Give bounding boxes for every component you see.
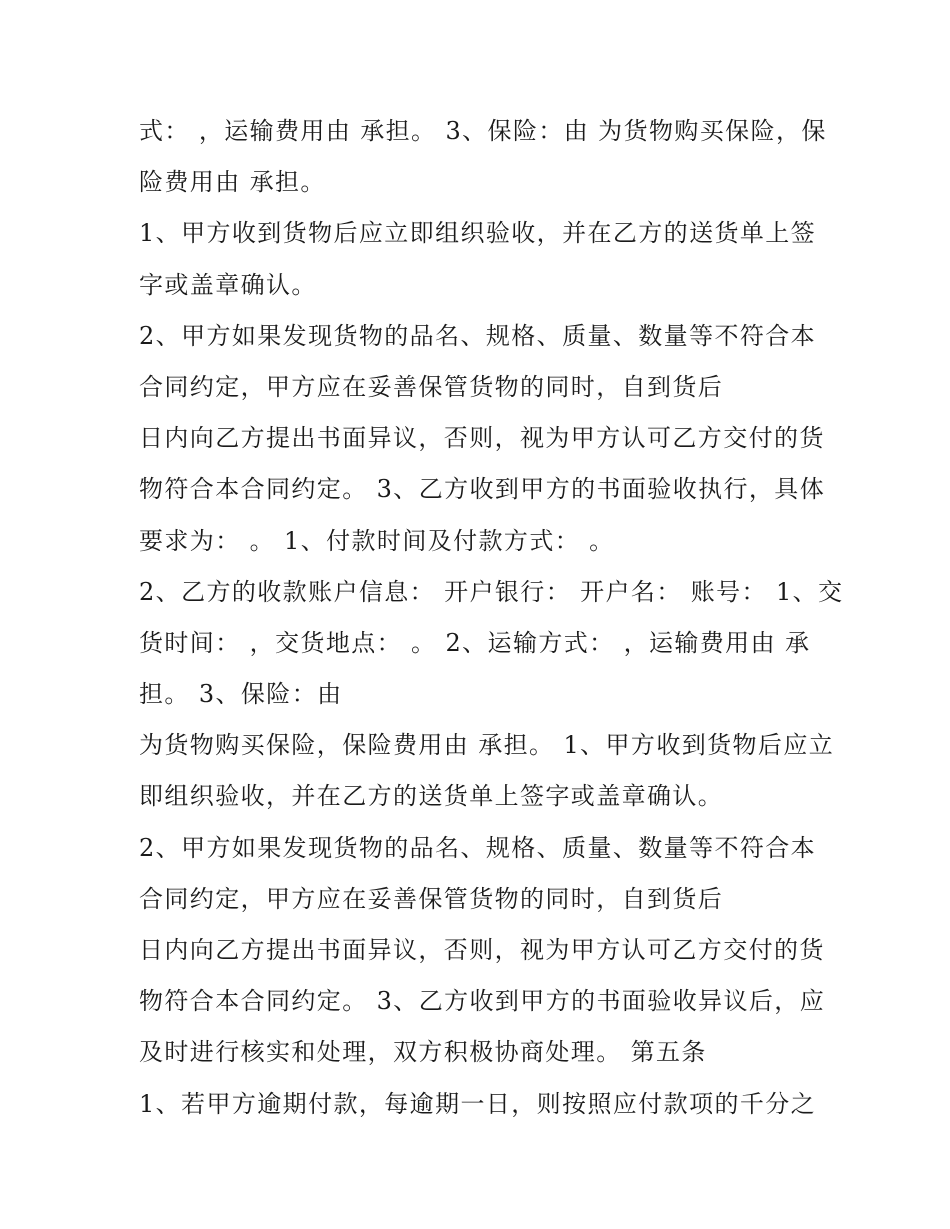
text-line-12: 担。 3、保险：由	[139, 680, 343, 709]
text-line-16: 合同约定，甲方应在妥善保管货物的同时，自到货后	[139, 884, 724, 913]
text-line-11: 货时间： ，交货地点： 。 2、运输方式： ，运输费用由 承	[139, 628, 811, 657]
text-line-20: 1、若甲方逾期付款，每逾期一日，则按照应付款项的千分之	[139, 1089, 817, 1118]
text-line-8: 物符合本合同约定。 3、乙方收到甲方的书面验收执行，具体	[139, 475, 826, 504]
text-line-18: 物符合本合同约定。 3、乙方收到甲方的书面验收异议后，应	[139, 987, 826, 1016]
text-line-13: 为货物购买保险，保险费用由 承担。 1、甲方收到货物后应立	[139, 731, 835, 760]
text-line-15: 2、甲方如果发现货物的品名、规格、质量、数量等不符合本	[139, 833, 817, 862]
text-line-7: 日内向乙方提出书面异议，否则，视为甲方认可乙方交付的货	[139, 424, 825, 453]
text-line-17: 日内向乙方提出书面异议，否则，视为甲方认可乙方交付的货	[139, 936, 825, 964]
text-line-10: 2、乙方的收款账户信息： 开户银行： 开户名： 账号： 1、交	[139, 577, 844, 606]
text-line-2: 险费用由 承担。	[139, 168, 326, 197]
text-line-14: 即组织验收，并在乙方的送货单上签字或盖章确认。	[139, 782, 724, 811]
text-line-1: 式： ，运输费用由 承担。 3、保险：由 为货物购买保险，保	[139, 117, 827, 145]
contract-text	[139, 106, 844, 1130]
text-line-5: 2、甲方如果发现货物的品名、规格、质量、数量等不符合本	[139, 321, 817, 350]
text-line-6: 合同约定，甲方应在妥善保管货物的同时，自到货后	[139, 372, 724, 401]
text-line-9: 要求为： 。 1、付款时间及付款方式： 。	[139, 526, 615, 555]
text-line-19: 及时进行核实和处理，双方积极协商处理。 第五条	[139, 1038, 707, 1067]
text-line-4: 字或盖章确认。	[139, 270, 317, 299]
text-line-3: 1、甲方收到货物后应立即组织验收，并在乙方的送货单上签	[139, 219, 817, 248]
